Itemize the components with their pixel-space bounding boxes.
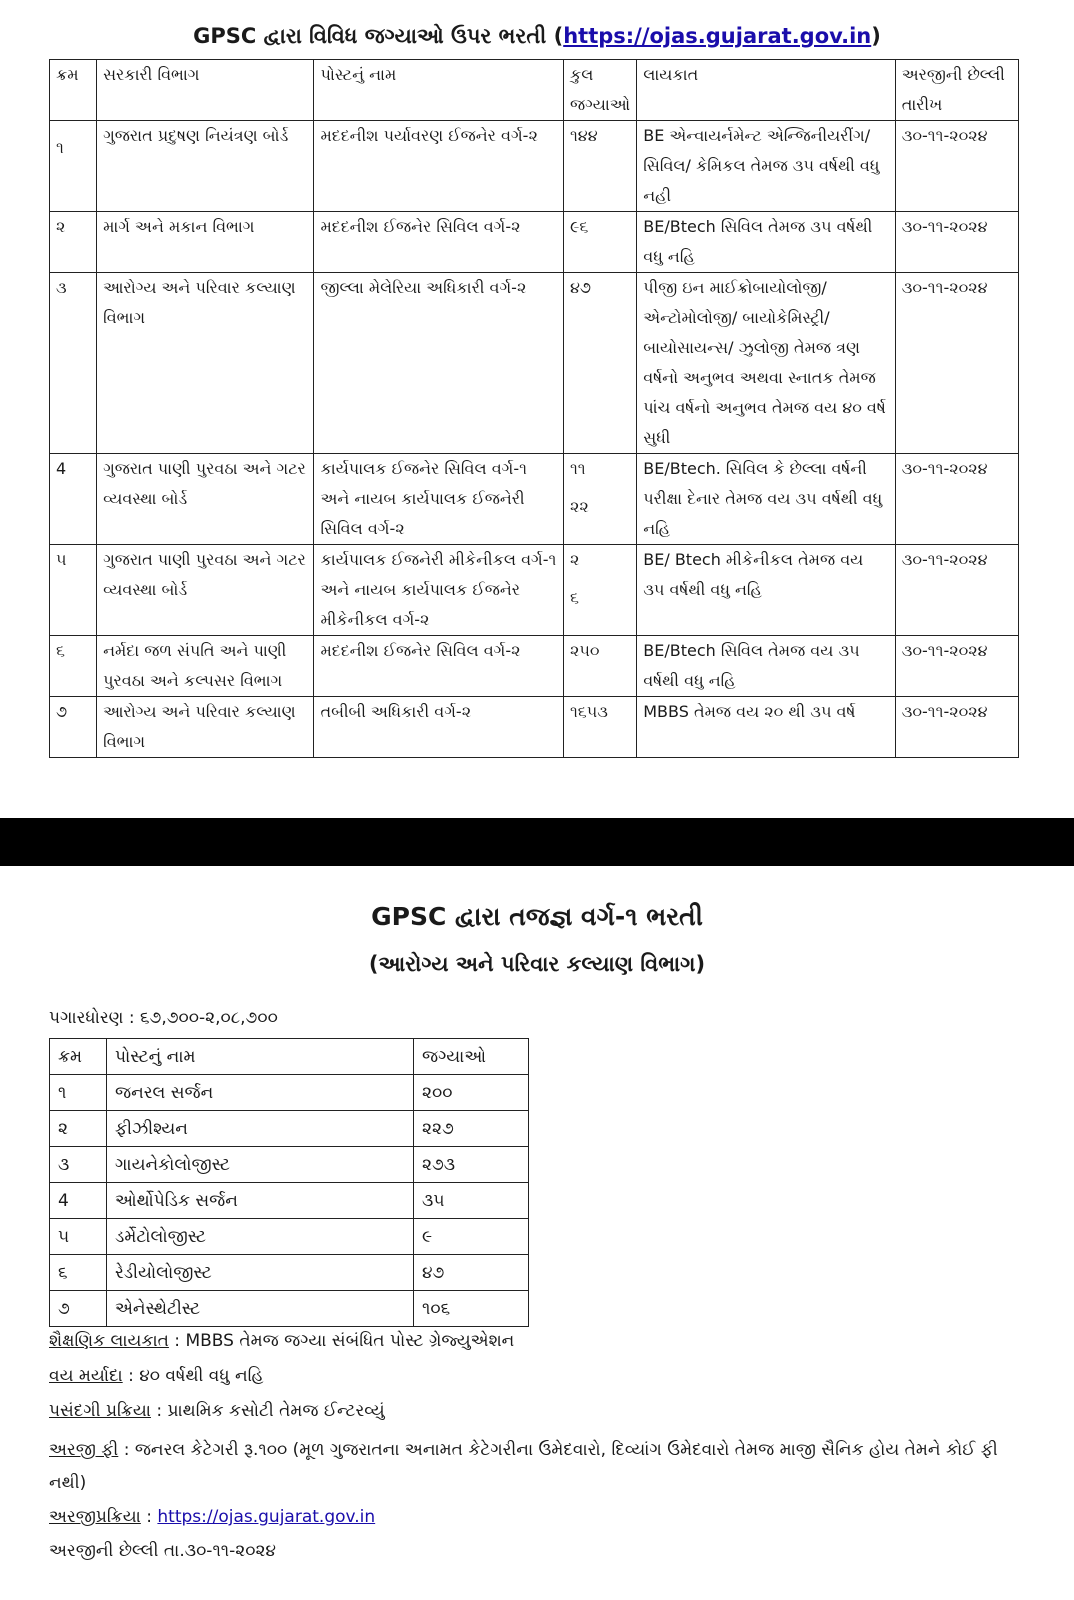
- table-row: [50, 1111, 529, 1147]
- row-post-name: ગાયનેકોલોજીસ્ટ: [107, 1147, 414, 1183]
- row-post-count: ૨૭૩: [414, 1147, 529, 1183]
- row-sr: ૫: [50, 545, 97, 636]
- row-post-count: ૨૨૭: [414, 1111, 529, 1147]
- vacancy-table-header: [50, 60, 1019, 121]
- vacancy-count: ૯૬: [569, 217, 589, 236]
- row-sr: ૨: [50, 212, 97, 273]
- row-qualification: BE/Btech સિવિલ તેમજ વય ૩૫ વર્ષથી વધુ નહિ: [637, 636, 895, 697]
- process-line: અરજીપ્રક્રિયા : https://ojas.gujarat.gov.in: [49, 1507, 376, 1527]
- row-sr: ૩: [50, 1147, 107, 1183]
- row-post-name: રેડીયોલોજીસ્ટ: [107, 1255, 414, 1291]
- row-department: આરોગ્ય અને પરિવાર કલ્યાણ વિભાગ: [97, 273, 314, 454]
- row-post-count: ૪૭: [414, 1255, 529, 1291]
- deadline-line: અરજીની છેલ્લી તા.૩૦-૧૧-૨૦૨૪: [49, 1541, 276, 1561]
- fee-label: અરજી ફી: [49, 1440, 119, 1460]
- age-label: વય મર્યાદા: [49, 1366, 123, 1386]
- row-last-date: ૩૦-૧૧-૨૦૨૪: [895, 273, 1018, 454]
- row-post: જીલ્લા મેલેરિયા અધિકારી વર્ગ-૨: [314, 273, 563, 454]
- specialist-table-header: [50, 1039, 529, 1075]
- table-row: [50, 636, 1019, 697]
- vacancy-count: ૨૫૦: [569, 641, 600, 660]
- header-last-date: અરજીની છેલ્લી તારીખ: [895, 60, 1018, 121]
- row-vacancies: [563, 636, 636, 697]
- header-qualification: લાયકાત: [637, 60, 895, 121]
- vacancy-table: [49, 59, 1019, 758]
- header-department: સરકારી વિભાગ: [97, 60, 314, 121]
- row-qualification: BE એન્વાયર્નમેન્ટ એન્જિનીયરીંગ/ સિવિલ/ કેમિકલ તેમજ ૩૫ વર્ષથી વધુ નહી: [637, 121, 895, 212]
- row-vacancies: [563, 545, 636, 636]
- table-row: [50, 1255, 529, 1291]
- ojas-link-bottom[interactable]: https://ojas.gujarat.gov.in: [157, 1507, 376, 1527]
- vacancy-count: ૨: [569, 550, 580, 569]
- table-row: [50, 697, 1019, 758]
- ojas-link-top[interactable]: https://ojas.gujarat.gov.in: [563, 24, 872, 48]
- row-post-count: ૯: [414, 1219, 529, 1255]
- row-vacancies: [563, 697, 636, 758]
- table-row: [50, 545, 1019, 636]
- vacancy-count: ૧૧: [569, 459, 586, 478]
- row-department: માર્ગ અને મકાન વિભાગ: [97, 212, 314, 273]
- table-row: [50, 1147, 529, 1183]
- vacancy-count: ૧૬૫૩: [569, 702, 608, 721]
- vacancy-count: ૪૭: [569, 278, 591, 297]
- row-vacancies: [563, 121, 636, 212]
- row-sr: ૫: [50, 1219, 107, 1255]
- process-label: અરજીપ્રક્રિયા: [49, 1507, 141, 1527]
- row-sr: ૧: [50, 121, 97, 212]
- row-sr: 4: [50, 1183, 107, 1219]
- vacancy-table-body: [50, 121, 1019, 758]
- header-sr: ક્રમ: [50, 60, 97, 121]
- header-posts: જગ્યાઓ: [414, 1039, 529, 1075]
- row-post-name: ઓર્થોપેડિક સર્જન: [107, 1183, 414, 1219]
- selection-value: : પ્રાથમિક કસોટી તેમજ ઈન્ટરવ્યું: [150, 1401, 385, 1421]
- fee-line: [49, 1434, 1029, 1500]
- row-post-count: ૨૦૦: [414, 1075, 529, 1111]
- selection-label: પસંદગી પ્રક્રિયા: [49, 1401, 151, 1421]
- row-post-count: ૧૦૬: [414, 1291, 529, 1327]
- row-post-name: ડર્મેટોલોજીસ્ટ: [107, 1219, 414, 1255]
- row-sr: ૭: [50, 697, 97, 758]
- table-row: [50, 454, 1019, 545]
- section1-title-text: GPSC દ્વારા વિવિધ જગ્યાઓ ઉપર ભરતી: [193, 24, 547, 48]
- row-vacancies: [563, 273, 636, 454]
- row-post-name: જનરલ સર્જન: [107, 1075, 414, 1111]
- pay-scale: પગારધોરણ : ૬૭,૭૦૦-૨,૦૮,૭૦૦: [49, 1008, 278, 1028]
- row-last-date: ૩૦-૧૧-૨૦૨૪: [895, 454, 1018, 545]
- row-vacancies: [563, 212, 636, 273]
- vacancy-count: ૨૨: [569, 497, 589, 516]
- age-line: [49, 1365, 1029, 1387]
- header-post: પોસ્ટનું નામ: [314, 60, 563, 121]
- row-qualification: BE/Btech. સિવિલ કે છેલ્લા વર્ષની પરીક્ષા દેનાર તેમજ વય ૩૫ વર્ષથી વધુ નહિ: [637, 454, 895, 545]
- table-row: [50, 212, 1019, 273]
- row-sr: ૨: [50, 1111, 107, 1147]
- row-post: કાર્યપાલક ઈજનેર સિવિલ વર્ગ-૧ અને નાયબ કાર્યપાલક ઈજનેરી સિવિલ વર્ગ-૨: [314, 454, 563, 545]
- education-line: [49, 1330, 1029, 1352]
- row-vacancies: [563, 454, 636, 545]
- row-department: નર્મદા જળ સંપતિ અને પાણી પુરવઠા અને કલ્પસર વિભાગ: [97, 636, 314, 697]
- row-qualification: BE/Btech સિવિલ તેમજ ૩૫ વર્ષથી વધુ નહિ: [637, 212, 895, 273]
- header-sr: ક્રમ: [50, 1039, 107, 1075]
- row-department: આરોગ્ય અને પરિવાર કલ્યાણ વિભાગ: [97, 697, 314, 758]
- table-row: [50, 273, 1019, 454]
- row-post: મદદનીશ ઈજનેર સિવિલ વર્ગ-૨: [314, 212, 563, 273]
- row-last-date: ૩૦-૧૧-૨૦૨૪: [895, 636, 1018, 697]
- row-qualification: પીજી ઇન માઈક્રોબાયોલોજી/ એન્ટોમોલોજી/ બાયોકેમિસ્ટ્રી/ બાયોસાયન્સ/ ઝુલોજી તેમજ ત્રણ વર્ષનો અનુભવ અથવા સ્નાતક તેમજ પાંચ વર્ષનો અનુભવ તેમજ વય ૪૦ વર્ષ સુધી: [637, 273, 895, 454]
- row-qualification: BE/ Btech મીકેનીકલ તેમજ વય ૩૫ વર્ષથી વધુ નહિ: [637, 545, 895, 636]
- row-sr: ૬: [50, 636, 97, 697]
- header-post-name: પોસ્ટનું નામ: [107, 1039, 414, 1075]
- section-divider: [0, 818, 1074, 866]
- row-post: મદદનીશ પર્યાવરણ ઈજનેર વર્ગ-૨: [314, 121, 563, 212]
- table-row: [50, 1219, 529, 1255]
- section2-subtitle: (આરોગ્ય અને પરિવાર કલ્યાણ વિભાગ): [368, 952, 706, 976]
- age-value: : ૪૦ વર્ષથી વધુ નહિ: [122, 1366, 264, 1386]
- specialist-table: [49, 1038, 529, 1327]
- row-last-date: ૩૦-૧૧-૨૦૨૪: [895, 697, 1018, 758]
- row-post: મદદનીશ ઈજનેર સિવિલ વર્ગ-૨: [314, 636, 563, 697]
- table-row: [50, 1075, 529, 1111]
- section1-title: GPSC દ્વારા વિવિધ જગ્યાઓ ઉપર ભરતી (https://ojas.gujarat.gov.in): [193, 24, 881, 48]
- education-label: શૈક્ષણિક લાયકાત: [49, 1331, 169, 1351]
- row-sr: ૬: [50, 1255, 107, 1291]
- fee-value: : જનરલ કેટેગરી રૂ.૧૦૦ (મૂળ ગુજરાતના અનામત કેટેગરીના ઉમેદવારો, દિવ્યાંગ ઉમેદવારો તેમજ માજી સૈનિક હોય તેમને કોઈ ફી નથી): [49, 1440, 998, 1493]
- selection-line: [49, 1400, 1029, 1422]
- row-post: કાર્યપાલક ઈજનેરી મીકેનીકલ વર્ગ-૧ અને નાયબ કાર્યપાલક ઈજનેર મીકેનીકલ વર્ગ-૨: [314, 545, 563, 636]
- row-sr: ૭: [50, 1291, 107, 1327]
- row-sr: ૩: [50, 273, 97, 454]
- table-row: [50, 1183, 529, 1219]
- row-department: ગુજરાત પ્રદુષણ નિયંત્રણ બોર્ડ: [97, 121, 314, 212]
- row-last-date: ૩૦-૧૧-૨૦૨૪: [895, 212, 1018, 273]
- section2-title: GPSC દ્વારા તજજ્ઞ વર્ગ-૧ ભરતી: [371, 902, 703, 931]
- row-post-name: ફીઝીશ્યન: [107, 1111, 414, 1147]
- row-sr: ૧: [50, 1075, 107, 1111]
- row-department: ગુજરાત પાણી પુરવઠા અને ગટર વ્યવસ્થા બોર્ડ: [97, 454, 314, 545]
- row-last-date: ૩૦-૧૧-૨૦૨૪: [895, 121, 1018, 212]
- specialist-table-body: [50, 1075, 529, 1327]
- vacancy-count: ૬: [569, 588, 579, 607]
- vacancy-count: ૧૪૪: [569, 126, 598, 145]
- row-post: તબીબી અધિકારી વર્ગ-૨: [314, 697, 563, 758]
- education-value: : MBBS તેમજ જગ્યા સંબંધિત પોસ્ટ ગ્રેજ્યુએશન: [168, 1331, 515, 1351]
- table-row: [50, 121, 1019, 212]
- header-vacancies: કુલ જગ્યાઓ: [563, 60, 636, 121]
- row-post-name: એનેસ્થેટીસ્ટ: [107, 1291, 414, 1327]
- row-department: ગુજરાત પાણી પુરવઠા અને ગટર વ્યવસ્થા બોર્ડ: [97, 545, 314, 636]
- row-last-date: ૩૦-૧૧-૨૦૨૪: [895, 545, 1018, 636]
- table-row: [50, 1291, 529, 1327]
- row-sr: 4: [50, 454, 97, 545]
- row-qualification: MBBS તેમજ વય ૨૦ થી ૩૫ વર્ષ: [637, 697, 895, 758]
- row-post-count: ૩૫: [414, 1183, 529, 1219]
